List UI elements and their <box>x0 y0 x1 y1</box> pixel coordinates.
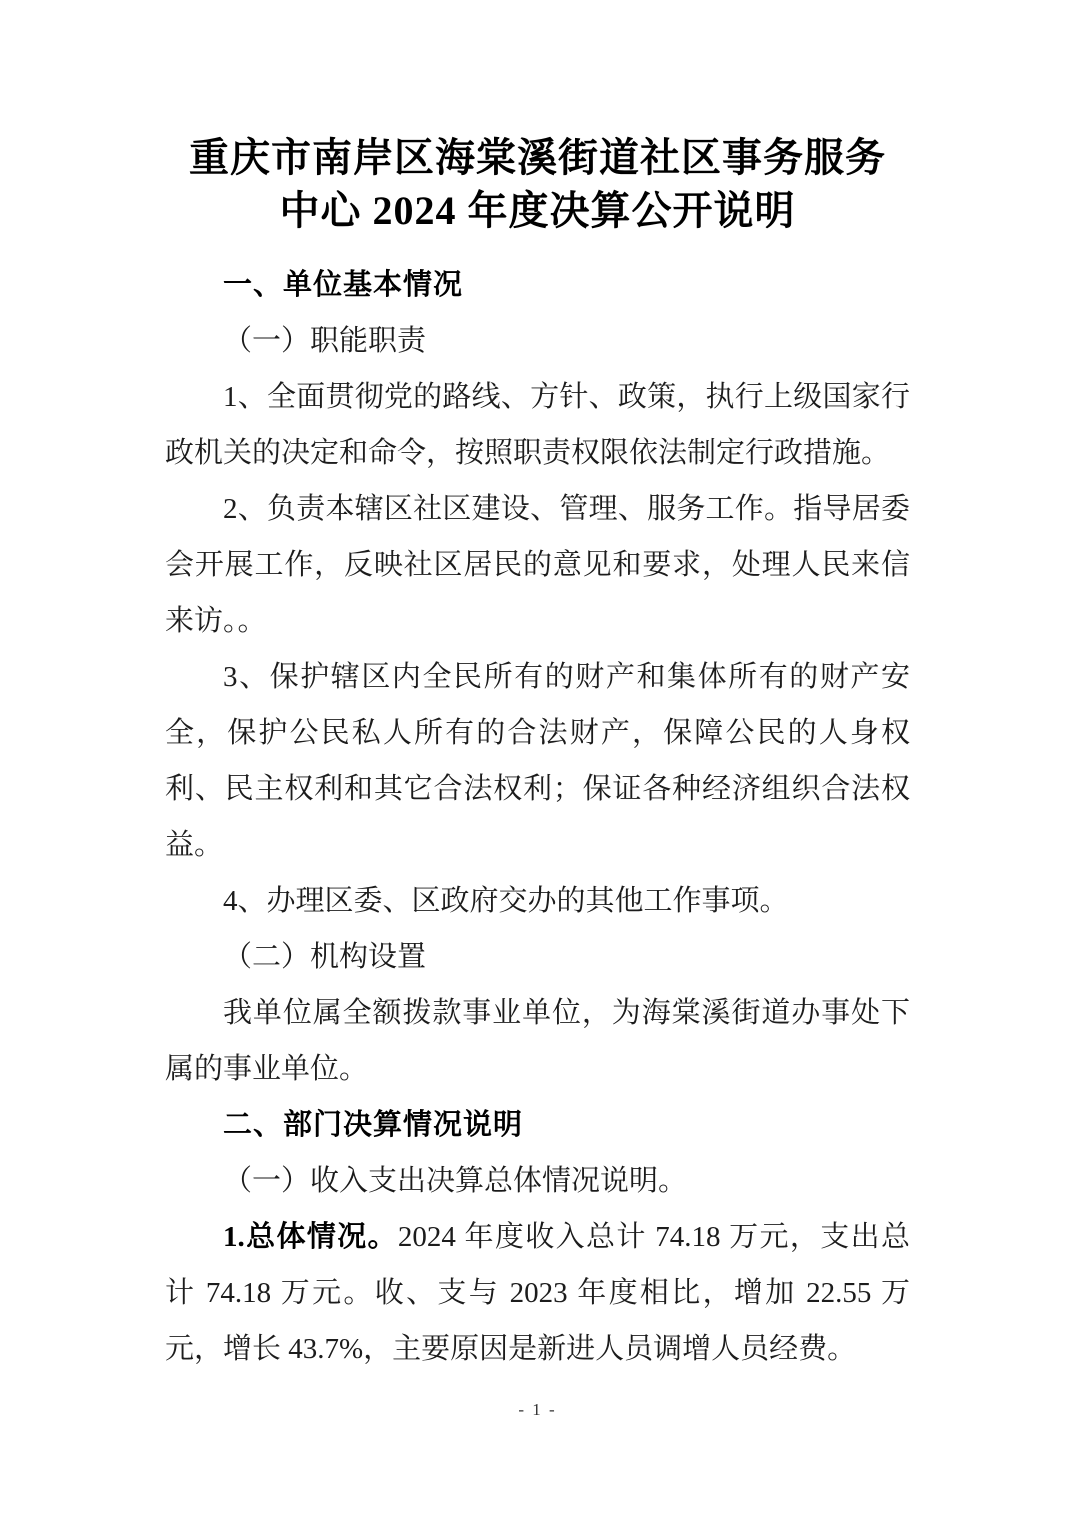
section-heading: 一、单位基本情况 <box>223 269 464 301</box>
paragraph: 2、负责本辖区社区建设、管理、服务工作。指导居委会开展工作，反映社区居民的意见和要求，处理人民来信来访。。 <box>165 493 910 637</box>
paragraph: 1、全面贯彻党的路线、方针、政策，执行上级国家行政机关的决定和命令，按照职责权限依法制定行政措施。 <box>165 381 910 469</box>
paragraph: 4、办理区委、区政府交办的其他工作事项。 <box>223 885 789 917</box>
sub-heading: （一）职能职责 <box>223 325 427 357</box>
paragraph: 3、保护辖区内全民所有的财产和集体所有的财产安全，保护公民私人所有的合法财产，保障公民的人身权利、民主权利和其它合法权利；保证各种经济组织合法权益。 <box>165 661 910 861</box>
sub-heading: （二）机构设置 <box>223 941 427 973</box>
section-heading: 二、部门决算情况说明 <box>223 1109 524 1141</box>
document-title-line1: 重庆市南岸区海棠溪街道社区事务服务 <box>189 135 886 180</box>
paragraph: 1.总体情况。2024 年度收入总计 74.18 万元，支出总计 74.18 万元。收、支与 2023 年度相比，增加 22.55 万元，增长 43.7%，主要原因是新进人员调增人员经费。 <box>165 1221 910 1365</box>
document-title-line2: 中心 2024 年度决算公开说明 <box>279 188 796 233</box>
page-number: - 1 - <box>518 1400 557 1419</box>
paragraph: 我单位属全额拨款事业单位，为海棠溪街道办事处下属的事业单位。 <box>165 997 910 1085</box>
document-title <box>0 131 1075 237</box>
paragraph-lead-bold: 1.总体情况。 <box>223 1221 398 1253</box>
document-body <box>165 257 910 1377</box>
sub-heading: （一）收入支出决算总体情况说明。 <box>223 1165 688 1197</box>
